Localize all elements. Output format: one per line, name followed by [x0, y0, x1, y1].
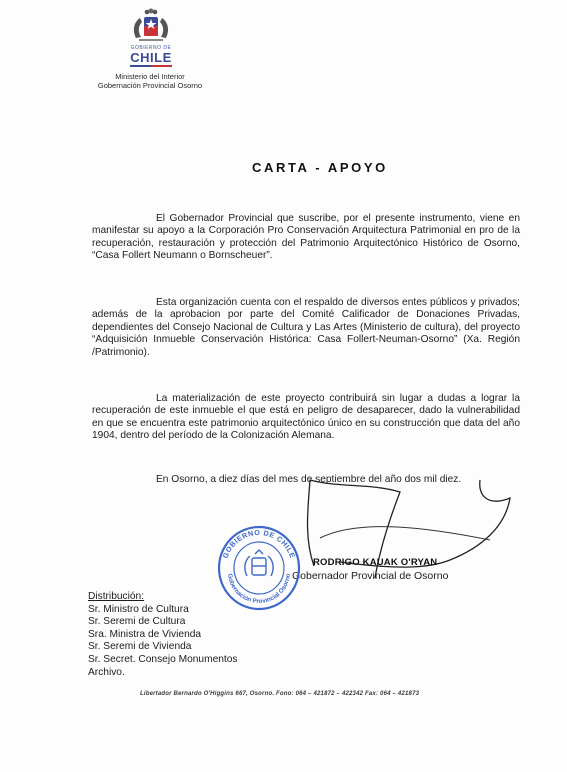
list-item: Sr. Secret. Consejo Monumentos	[88, 653, 238, 665]
distribution-heading: Distribución:	[88, 591, 145, 602]
signer-name: RODRIGO KAUAK O'RYAN	[313, 557, 438, 568]
gobierno-label: GOBIERNO DE	[130, 45, 172, 51]
list-item: Sr. Seremi de Cultura	[88, 616, 186, 628]
stamp-crest-icon	[245, 550, 273, 576]
list-item: Sra. Ministra de Vivienda	[88, 628, 202, 640]
stamp-top-text: GOBIERNO DE CHILE	[220, 527, 298, 560]
paragraph-text: Esta organización cuenta con el respaldo de diversos entes públicos y privados; además de la aprobacion por parte del Comité Calificador de Donaciones Privadas, dependientes del Consejo Nacional de Cultura y Las Artes (Ministerio de cultura), del proyecto “Adquisición Inmueble Conservación Histórica: Casa Follert-Neuman-Osorno” (Xa. Región /Patrimonio).	[92, 297, 520, 358]
document-title: CARTA - APOYO	[252, 160, 388, 175]
paragraph-2	[92, 297, 520, 359]
coat-of-arms-icon	[128, 8, 174, 44]
paragraph-text: La materialización de este proyecto contribuirá sin lugar a dudas a lograr la recuperación de este inmueble el que está en peligro de desaparecer, dado la vulnerabilidad en que se encuentra este patrimonio arquitectónico único en su construcción que data del año 1904, dentro del período de la Colonización Alemana.	[92, 393, 520, 442]
list-item: Archivo.	[88, 666, 125, 678]
chile-wordmark: CHILE	[130, 50, 172, 65]
flag-stripe	[130, 65, 172, 67]
paragraph-text: El Gobernador Provincial que suscribe, por el presente instrumento, viene en manifestar su apoyo a la Corporación Pro Conservación Arquitectura Patrimonial en pro de la recuperación, restauración y protección del Patrimonio Arquitectónico Histórico de Osorno, “Casa Follert Neumann o Bornscheuer”.	[92, 213, 520, 262]
gobernacion-label: Gobernación Provincial Osorno	[97, 81, 203, 90]
signer-position: Gobernador Provincial de Osorno	[292, 570, 449, 582]
paragraph-1	[92, 213, 520, 263]
recipients	[88, 604, 238, 680]
svg-text:GOBIERNO DE CHILE	[221, 528, 298, 560]
address-footer: Libertador Bernardo O'Higgins 667, Osorno. Fono: 064 – 421872 – 422342 Fax: 064 – 421873	[140, 691, 420, 697]
distribution-list	[88, 591, 238, 679]
paragraph-3	[92, 393, 520, 443]
institution-header	[70, 72, 230, 90]
list-item: Sr. Seremi de Vivienda	[88, 641, 192, 653]
list-item: Sr. Ministro de Cultura	[88, 603, 189, 615]
paragraph-text: En Osorno, a diez días del mes de septiembre del año dos mil diez.	[156, 474, 462, 485]
ministerio-label: Ministerio del Interior	[115, 72, 185, 81]
stamp-bottom-text: Gobernación Provincial Osorno	[225, 573, 292, 606]
